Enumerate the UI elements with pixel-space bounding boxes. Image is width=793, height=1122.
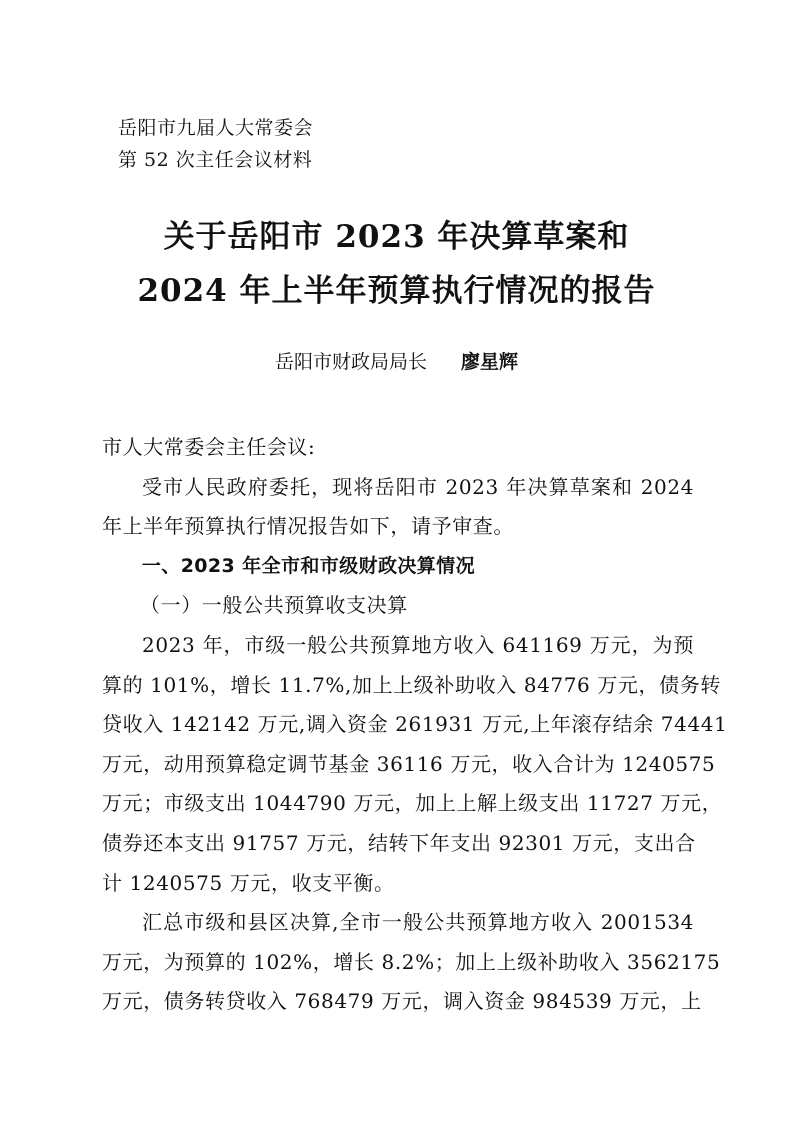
author-name: 廖星辉 [461, 351, 519, 373]
document-title-line-1: 关于岳阳市 2023 年决算草案和 [163, 219, 630, 255]
intro-line-2: 年上半年预算执行情况报告如下，请予审查。 [102, 514, 514, 539]
document-title [0, 210, 793, 318]
meeting-header [118, 112, 313, 176]
paragraph-city-level [102, 626, 728, 903]
meeting-header-line-1: 岳阳市九届人大常委会 [118, 117, 314, 139]
intro-paragraph [102, 468, 694, 547]
paragraph-line: 算的 101%，增长 11.7%,加上上级补助收入 84776 万元，债务转 [102, 672, 721, 697]
subsection-heading-text: （一）一般公共预算收支决算 [140, 593, 408, 618]
subsection-heading [102, 586, 694, 626]
document-title-line-2: 2024 年上半年预算执行情况的报告 [137, 273, 656, 309]
paragraph-line: 万元；市级支出 1044790 万元，加上上解上级支出 11727 万元， [102, 791, 723, 816]
paragraph-line: 万元，动用预算稳定调节基金 36116 万元，收入合计为 1240575 [102, 751, 716, 776]
salutation-text: 市人大常委会主任会议: [102, 435, 316, 459]
salutation [102, 428, 694, 468]
author-line [0, 347, 793, 377]
section-heading [102, 547, 694, 587]
paragraph-line: 2023 年，市级一般公共预算地方收入 641169 万元，为预 [142, 632, 694, 657]
intro-line-1: 受市人民政府委托，现将岳阳市 2023 年决算草案和 2024 [142, 474, 694, 499]
paragraph-line: 汇总市级和县区决算,全市一般公共预算地方收入 2001534 [142, 910, 694, 935]
report-body [102, 428, 728, 1022]
section-heading-text: 一、2023 年全市和市级财政决算情况 [141, 554, 475, 577]
paragraph-citywide [102, 903, 721, 1022]
paragraph-line: 万元，为预算的 102%，增长 8.2%；加上上级补助收入 3562175 [102, 949, 721, 974]
meeting-header-line-2: 第 52 次主任会议材料 [118, 149, 313, 171]
paragraph-line: 万元，债务转贷收入 768479 万元，调入资金 984539 万元，上 [102, 989, 702, 1014]
author-position: 岳阳市财政局局长 [274, 351, 427, 373]
paragraph-line: 计 1240575 万元，收支平衡。 [102, 870, 395, 895]
paragraph-line: 债券还本支出 91757 万元，结转下年支出 92301 万元，支出合 [102, 830, 696, 855]
paragraph-line: 贷收入 142142 万元,调入资金 261931 万元,上年滚存结余 74441 [102, 712, 728, 737]
